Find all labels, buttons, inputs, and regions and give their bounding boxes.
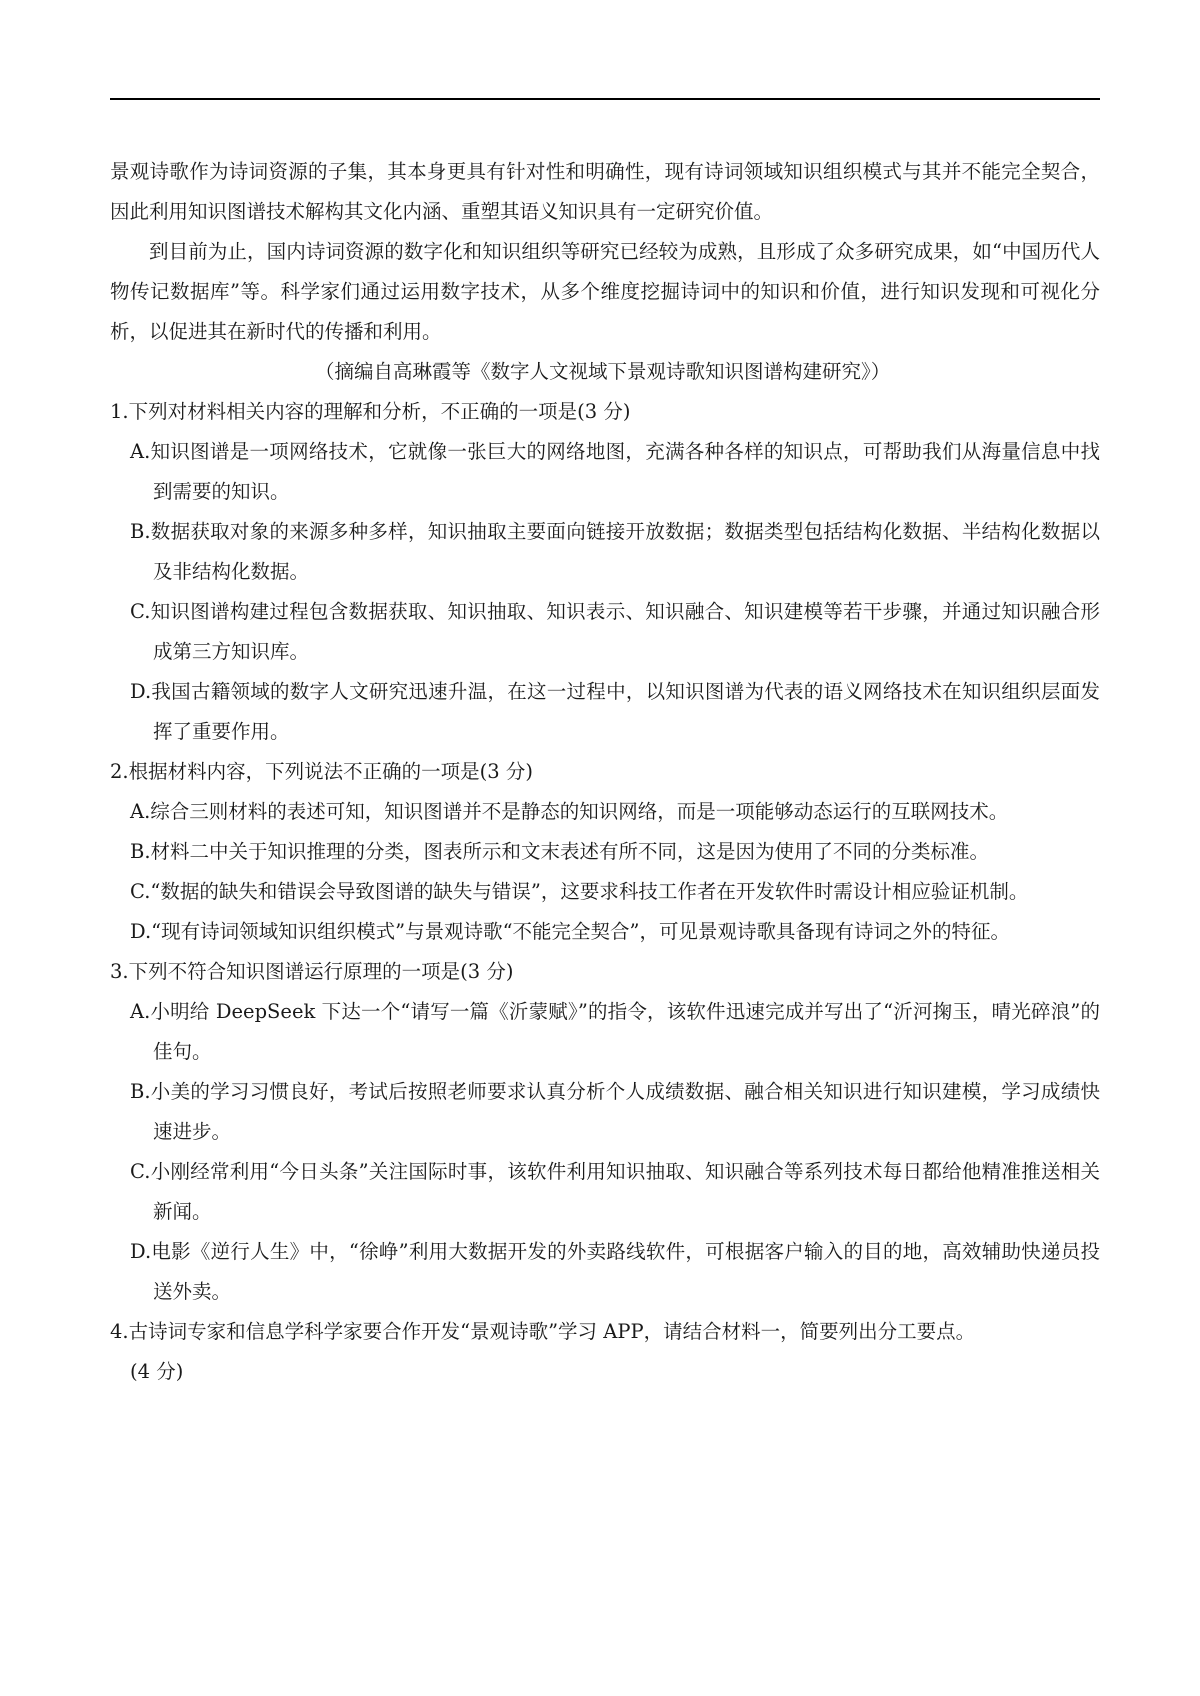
header-rule: [110, 98, 1100, 100]
source-citation: （摘编自高琳霞等《数字人文视域下景观诗歌知识图谱构建研究》）: [315, 360, 891, 383]
question-3-option-b: B.小美的学习习惯良好，考试后按照老师要求认真分析个人成绩数据、融合相关知识进行知识建模，学习成绩快速进步。: [130, 1080, 1100, 1143]
page-content: [110, 152, 1100, 1392]
question-2-option-a: A.综合三则材料的表述可知，知识图谱并不是静态的知识网络，而是一项能够动态运行的互联网技术。: [130, 800, 1009, 823]
question-4: [110, 1312, 1100, 1392]
question-2-option-b: B.材料二中关于知识推理的分类，图表所示和文末表述有所不同，这是因为使用了不同的分类标准。: [130, 840, 990, 863]
question-1-option-d: D.我国古籍领域的数字人文研究迅速升温，在这一过程中，以知识图谱为代表的语义网络技术在知识组织层面发挥了重要作用。: [130, 680, 1100, 743]
question-3-option-d: D.电影《逆行人生》中，“徐峥”利用大数据开发的外卖路线软件，可根据客户输入的目的地，高效辅助快递员投送外卖。: [130, 1240, 1100, 1303]
question-2-option-d: D.“现有诗词领域知识组织模式”与景观诗歌“不能完全契合”，可见景观诗歌具备现有诗词之外的特征。: [130, 920, 1011, 943]
question-3-option-c: C.小刚经常利用“今日头条”关注国际时事，该软件利用知识抽取、知识融合等系列技术每日都给他精准推送相关新闻。: [130, 1160, 1100, 1223]
intro-paragraph-2: 到目前为止，国内诗词资源的数字化和知识组织等研究已经较为成熟，且形成了众多研究成果，如“中国历代人物传记数据库”等。科学家们通过运用数字技术，从多个维度挖掘诗词中的知识和价值，进行知识发现和可视化分析，以促进其在新时代的传播和利用。: [110, 240, 1100, 343]
question-1: [110, 392, 1100, 752]
question-4-title: 4.古诗词专家和信息学科学家要合作开发“景观诗歌”学习 APP，请结合材料一，简要列出分工要点。: [110, 1320, 976, 1343]
intro-paragraph-1: 景观诗歌作为诗词资源的子集，其本身更具有针对性和明确性，现有诗词领域知识组织模式与其并不能完全契合，因此利用知识图谱技术解构其文化内涵、重塑其语义知识具有一定研究价值。: [110, 160, 1100, 223]
question-3-option-a: A.小明给 DeepSeek 下达一个“请写一篇《沂蒙赋》”的指令，该软件迅速完成并写出了“沂河掬玉，晴光碎浪”的佳句。: [130, 1000, 1100, 1063]
question-4-points: (4 分): [130, 1360, 184, 1383]
question-2: [110, 752, 1100, 952]
question-1-option-a: A.知识图谱是一项网络技术，它就像一张巨大的网络地图，充满各种各样的知识点，可帮助我们从海量信息中找到需要的知识。: [130, 440, 1100, 503]
question-1-title: 1.下列对材料相关内容的理解和分析，不正确的一项是(3 分): [110, 400, 631, 423]
question-3: [110, 952, 1100, 1312]
question-1-option-c: C.知识图谱构建过程包含数据获取、知识抽取、知识表示、知识融合、知识建模等若干步骤，并通过知识融合形成第三方知识库。: [130, 600, 1100, 663]
question-2-title: 2.根据材料内容，下列说法不正确的一项是(3 分): [110, 760, 533, 783]
question-2-option-c: C.“数据的缺失和错误会导致图谱的缺失与错误”，这要求科技工作者在开发软件时需设计相应验证机制。: [130, 880, 1029, 903]
question-3-title: 3.下列不符合知识图谱运行原理的一项是(3 分): [110, 960, 514, 983]
question-1-option-b: B.数据获取对象的来源多种多样，知识抽取主要面向链接开放数据；数据类型包括结构化数据、半结构化数据以及非结构化数据。: [130, 520, 1100, 583]
